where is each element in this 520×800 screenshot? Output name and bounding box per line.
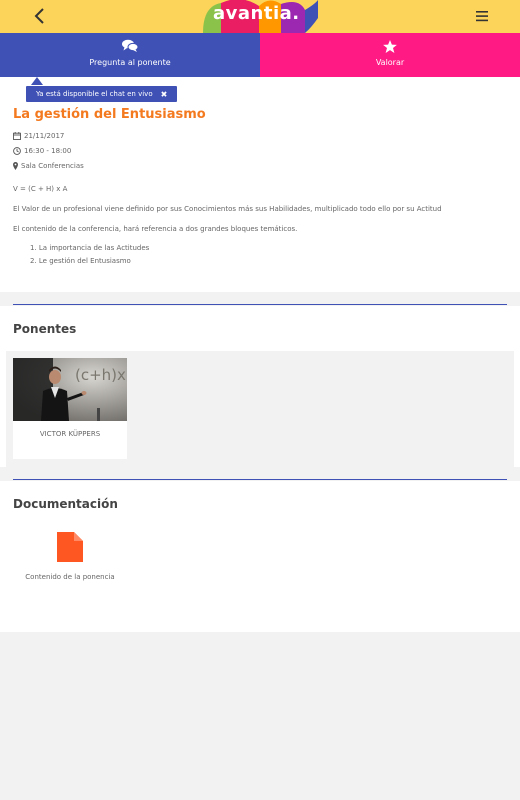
app-header bbox=[0, 0, 520, 33]
session-time-text: 16:30 - 18:00 bbox=[24, 147, 72, 155]
session-location bbox=[13, 162, 84, 170]
session-title: La gestión del Entusiasmo bbox=[13, 107, 206, 122]
topic-list bbox=[30, 244, 149, 270]
session-date bbox=[13, 132, 64, 140]
session-formula: V = (C + H) x A bbox=[13, 185, 68, 193]
calendar-icon bbox=[13, 132, 21, 140]
back-button[interactable] bbox=[30, 6, 50, 26]
logo-text: avantia. bbox=[213, 3, 300, 24]
star-icon bbox=[383, 39, 398, 54]
divider bbox=[13, 304, 507, 305]
documentation-heading: Documentación bbox=[13, 497, 118, 511]
action-bar bbox=[0, 33, 520, 77]
clock-icon bbox=[13, 147, 21, 155]
session-location-text: Sala Conferencias bbox=[21, 162, 84, 170]
close-icon[interactable]: ✖ bbox=[160, 89, 168, 99]
file-icon bbox=[57, 532, 83, 562]
speakers-panel bbox=[6, 351, 514, 467]
notice-pointer bbox=[31, 77, 43, 85]
rate-label: Valorar bbox=[375, 58, 405, 67]
session-date-text: 21/11/2017 bbox=[24, 132, 65, 140]
session-content bbox=[0, 77, 520, 632]
session-description-1: El Valor de un profesional viene definido por sus Conocimientos más sus Habilidades, multiplicado todo ello por su Actitud bbox=[13, 205, 442, 213]
map-marker-icon bbox=[13, 162, 18, 170]
rate-button[interactable] bbox=[260, 33, 520, 77]
live-chat-notice[interactable] bbox=[26, 86, 177, 102]
ask-speaker-label: Pregunta al ponente bbox=[89, 58, 171, 67]
comments-icon bbox=[122, 39, 139, 53]
ask-speaker-button[interactable] bbox=[0, 33, 260, 77]
speaker-photo bbox=[13, 358, 127, 421]
speakers-heading: Ponentes bbox=[13, 322, 77, 336]
speaker-card[interactable] bbox=[13, 358, 127, 459]
session-time bbox=[13, 147, 71, 155]
document-label: Contenido de la ponencia bbox=[25, 573, 115, 581]
menu-button[interactable] bbox=[474, 8, 490, 24]
document-link[interactable] bbox=[14, 532, 126, 581]
speaker-name: VICTOR KÜPPERS bbox=[39, 430, 101, 438]
speaker-photo-text: (c+h)x bbox=[75, 366, 126, 384]
session-description-2: El contenido de la conferencia, hará referencia a dos grandes bloques temáticos. bbox=[13, 225, 298, 233]
logo bbox=[201, 0, 319, 33]
topic-item: 1. La importancia de las Actitudes bbox=[30, 244, 150, 252]
topic-item: 2. Le gestión del Entusiasmo bbox=[30, 257, 131, 265]
chevron-left-icon bbox=[30, 6, 50, 26]
hamburger-icon bbox=[474, 8, 490, 24]
divider bbox=[13, 479, 507, 480]
live-chat-notice-text: Ya está disponible el chat en vivo bbox=[36, 90, 153, 98]
